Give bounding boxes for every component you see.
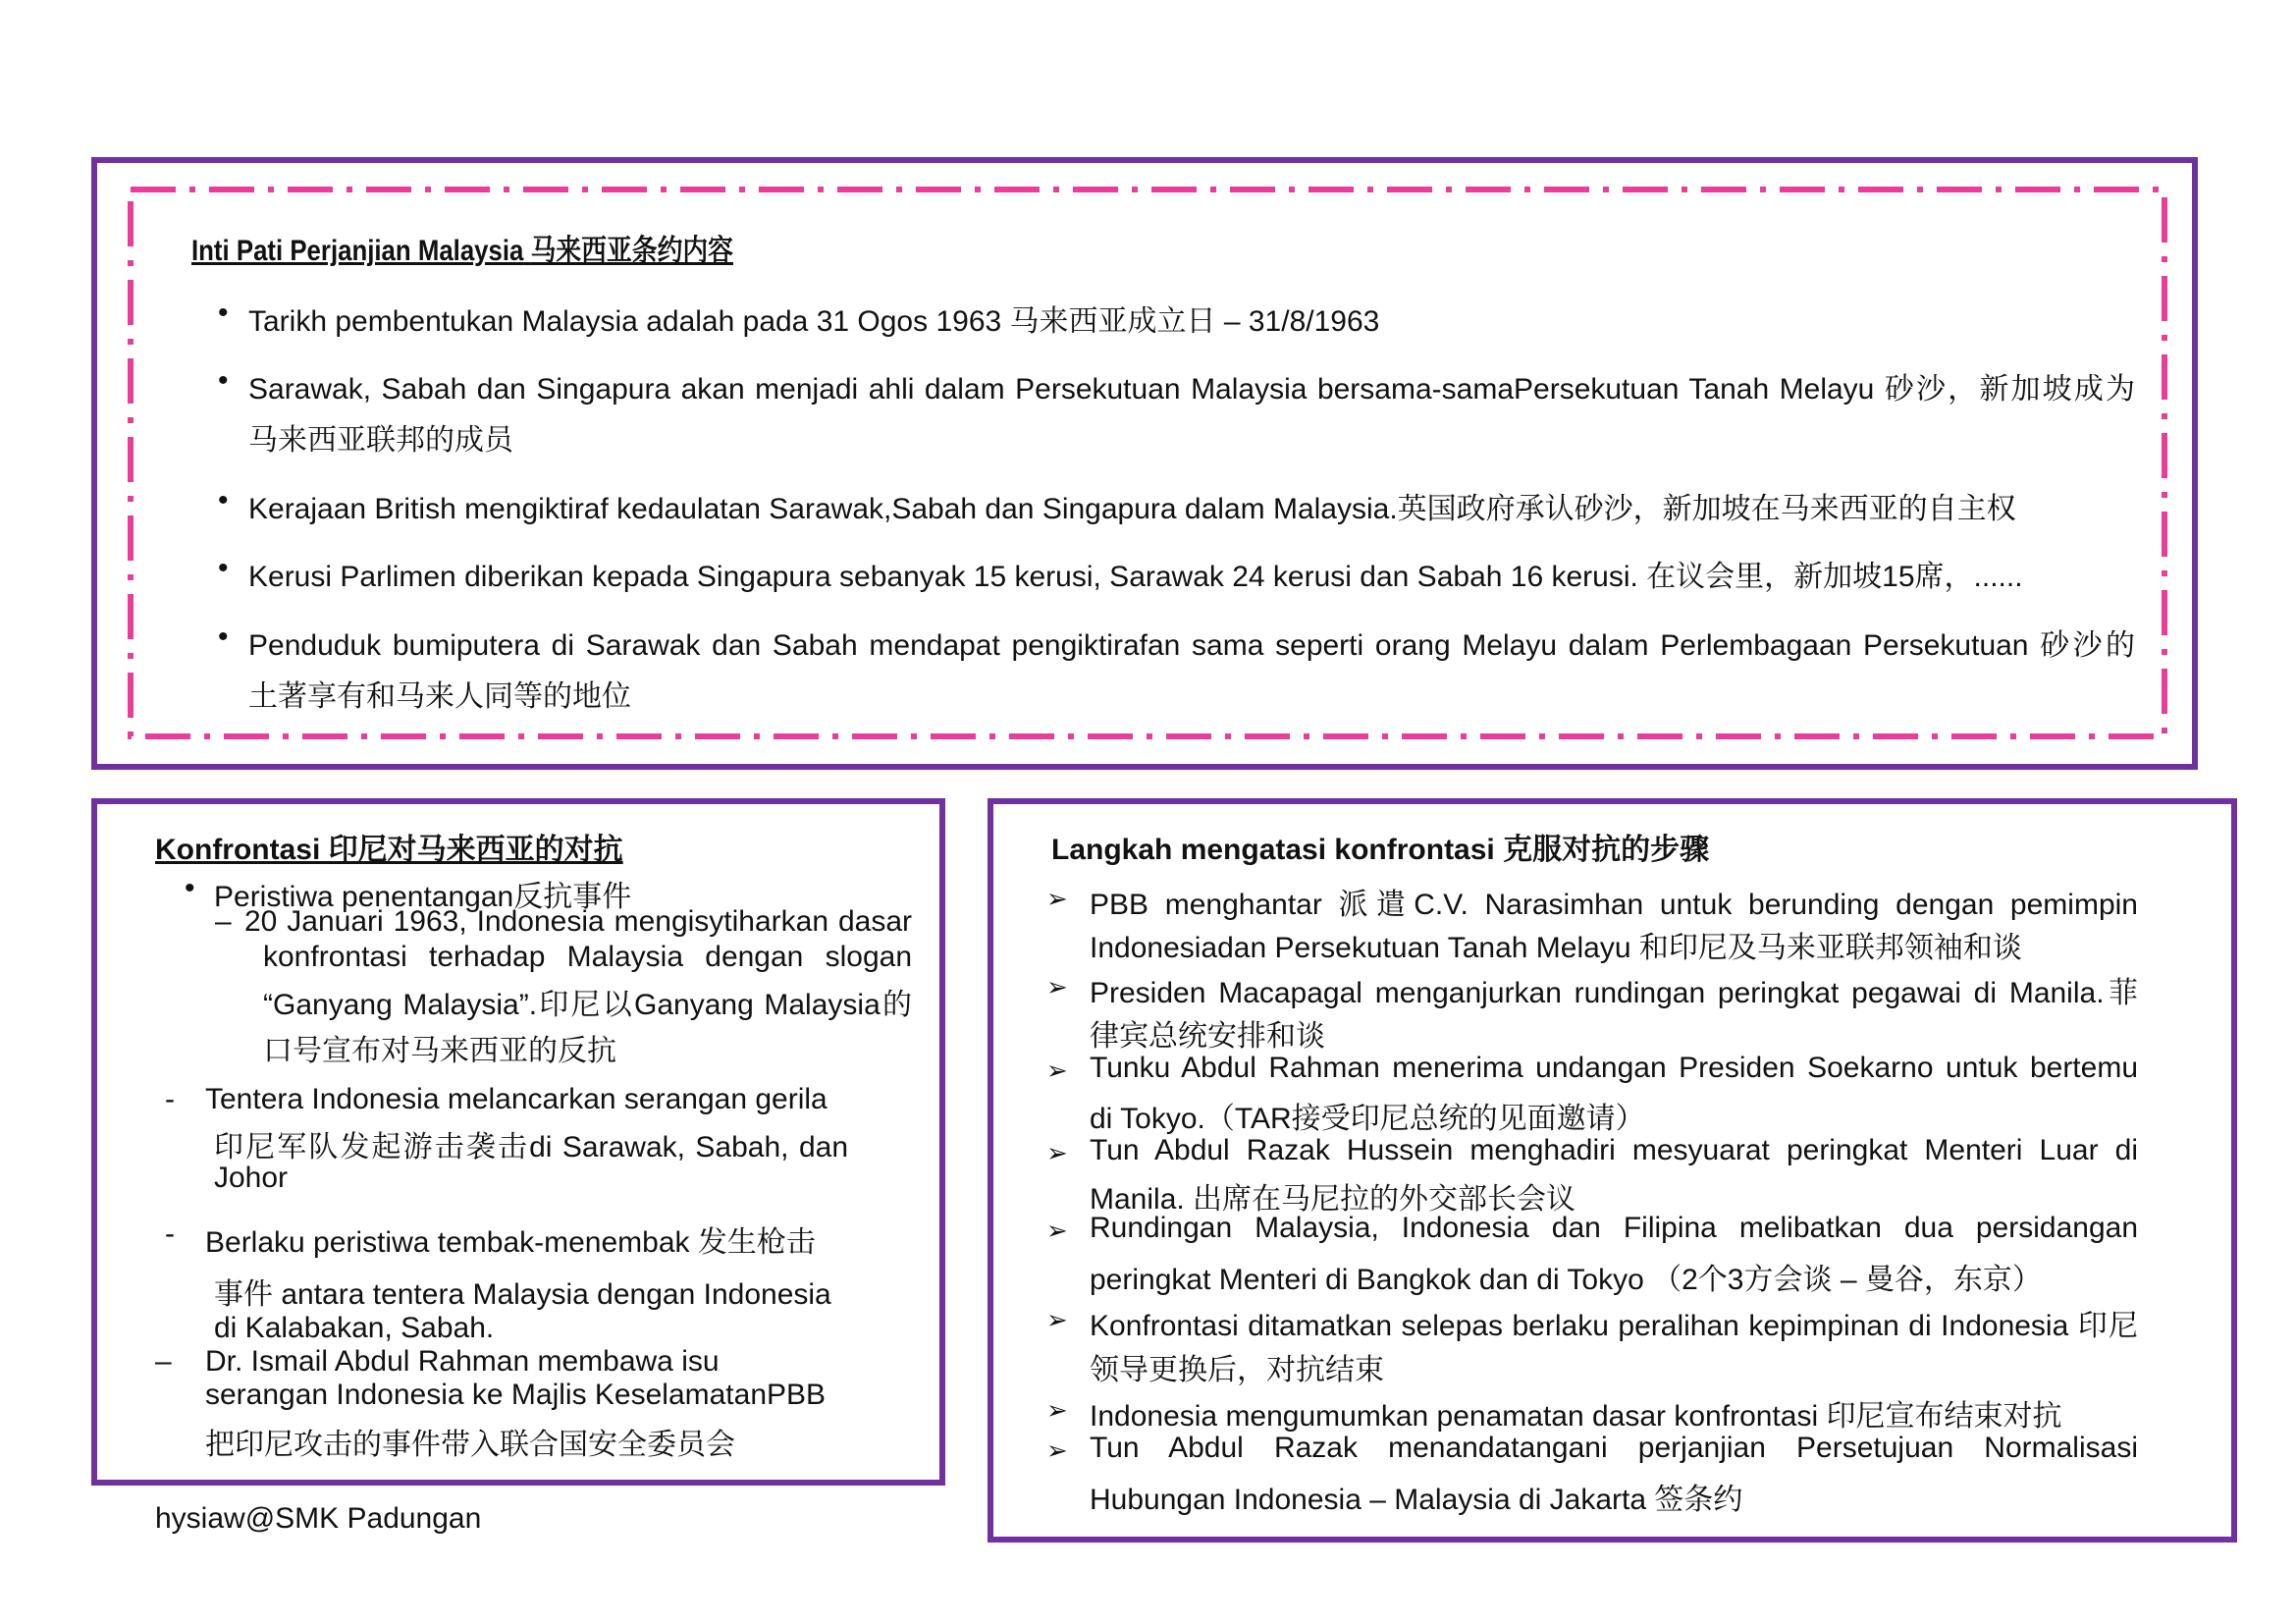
- langkah-heading: Langkah mengatasi konfrontasi 克服对抗的步骤: [1051, 834, 1710, 866]
- agreement-heading-latin: Inti Pati Perjanjian Malaysia: [191, 235, 524, 267]
- arrow-bullet-icon: ➢: [1046, 1395, 1068, 1425]
- agreement-heading-cjk: 马来西亚条约内容: [530, 235, 733, 267]
- item-line: Indonesiadan Persekutuan Tanah Melayu 和印尼及马来亚联邦领袖和谈: [1090, 932, 2022, 964]
- arrow-bullet-icon: ➢: [1046, 1138, 1068, 1167]
- item-line: Hubungan Indonesia – Malaysia di Jakarta 签条约: [1090, 1484, 1743, 1516]
- arrow-bullet-icon: ➢: [1046, 1305, 1068, 1334]
- item-line: Dr. Ismail Abdul Rahman membawa isu: [205, 1345, 720, 1378]
- item-line: konfrontasi terhadap Malaysia dengan slogan: [263, 941, 912, 973]
- item-line: Manila. 出席在马尼拉的外交部长会议: [1090, 1183, 1576, 1216]
- arrow-bullet-icon: ➢: [1046, 972, 1068, 1001]
- item-line: Konfrontasi ditamatkan selepas berlaku peralihan kepimpinan di Indonesia 印尼: [1090, 1310, 2138, 1342]
- bullet-line: 马来西亚联邦的成员: [248, 424, 513, 457]
- item-line: Tun Abdul Razak menandatangani perjanjian Persetujuan Normalisasi: [1090, 1432, 2138, 1464]
- item-line: 20 Januari 1963, Indonesia mengisytiharkan dasar: [244, 905, 912, 938]
- bullet-dot: •: [218, 484, 229, 516]
- item-marker: -: [165, 1083, 175, 1115]
- item-line: serangan Indonesia ke Majlis KeselamatanPBB: [205, 1379, 827, 1411]
- konfrontasi-heading: Konfrontasi 印尼对马来西亚的对抗: [155, 834, 623, 866]
- item-line: Tun Abdul Razak Hussein menghadiri mesyuarat peringkat Menteri Luar di: [1090, 1134, 2138, 1166]
- bullet-dot: •: [218, 297, 229, 329]
- bullet-line: Kerajaan British mengiktiraf kedaulatan Sarawak,Sabah dan Singapura dalam Malaysia.英国政府承认砂沙，新加坡在马来西亚的自主权: [248, 493, 2016, 525]
- bullet-line: Sarawak, Sabah dan Singapura akan menjadi ahli dalam Persekutuan Malaysia bersama-samaPersekutuan Tanah Melayu 砂沙，新加坡成为: [248, 373, 2135, 406]
- item-line: PBB menghantar 派遣C.V. Narasimhan untuk berunding dengan pemimpin: [1090, 889, 2138, 921]
- bullet-line: Penduduk bumiputera di Sarawak dan Sabah mendapat pengiktirafan sama seperti orang Melayu dalam Perlembagaan Persekutuan 砂沙的: [248, 629, 2135, 662]
- item-line: Berlaku peristiwa tembak-menembak 发生枪击: [205, 1226, 816, 1259]
- item-line: peringkat Menteri di Bangkok dan di Tokyo （2个3方会谈 – 曼谷，东京）: [1090, 1264, 2042, 1296]
- bullet-dot: •: [218, 552, 229, 584]
- item-line: Presiden Macapagal menganjurkan rundingan peringkat pegawai di Manila.菲: [1090, 977, 2138, 1009]
- item-line: Tentera Indonesia melancarkan serangan gerila: [205, 1083, 828, 1115]
- item-line: 领导更换后，对抗结束: [1090, 1354, 1384, 1386]
- arrow-bullet-icon: ➢: [1046, 1435, 1068, 1465]
- item-line: 印尼军队发起游击袭击di Sarawak, Sabah, dan: [214, 1131, 848, 1164]
- item-line: 事件 antara tentera Malaysia dengan Indonesia: [214, 1278, 831, 1311]
- item-line: “Ganyang Malaysia”.印尼以Ganyang Malaysia的: [263, 989, 912, 1021]
- item-marker: -: [165, 1218, 175, 1250]
- bullet-line: 土著享有和马来人同等的地位: [248, 680, 631, 713]
- item-marker: –: [215, 905, 232, 938]
- bullet-dot: •: [218, 621, 229, 653]
- item-line: di Kalabakan, Sabah.: [214, 1312, 495, 1344]
- item-line: 律宾总统安排和谈: [1090, 1020, 1325, 1053]
- item-marker: –: [155, 1345, 172, 1378]
- item-line: 口号宣布对马来西亚的反抗: [263, 1035, 616, 1067]
- item-line: 把印尼攻击的事件带入联合国安全委员会: [205, 1429, 735, 1461]
- bullet-line: Tarikh pembentukan Malaysia adalah pada 31 Ogos 1963 马来西亚成立日 – 31/8/1963: [248, 305, 1380, 338]
- item-line: Rundingan Malaysia, Indonesia dan Filipina melibatkan dua persidangan: [1090, 1212, 2138, 1244]
- bullet-dot: •: [218, 364, 229, 397]
- footer-credit: hysiaw@SMK Padungan: [155, 1502, 482, 1535]
- arrow-bullet-icon: ➢: [1046, 1216, 1068, 1245]
- bullet-dot: •: [185, 872, 195, 904]
- item-line: Johor: [214, 1162, 289, 1194]
- item-line: di Tokyo.（TAR接受印尼总统的见面邀请）: [1090, 1103, 1645, 1135]
- bullet-line: Kerusi Parlimen diberikan kepada Singapura sebanyak 15 kerusi, Sarawak 24 kerusi dan Sabah 16 kerusi. 在议会里，新加坡15席，......: [248, 561, 2023, 593]
- arrow-bullet-icon: ➢: [1046, 1056, 1068, 1085]
- item-line: Tunku Abdul Rahman menerima undangan Presiden Soekarno untuk bertemu: [1090, 1052, 2138, 1084]
- arrow-bullet-icon: ➢: [1046, 884, 1068, 913]
- event-label: Peristiwa penentangan反抗事件: [214, 881, 632, 913]
- agreement-heading: [191, 226, 733, 269]
- item-line: Indonesia mengumumkan penamatan dasar konfrontasi 印尼宣布结束对抗: [1090, 1400, 2062, 1433]
